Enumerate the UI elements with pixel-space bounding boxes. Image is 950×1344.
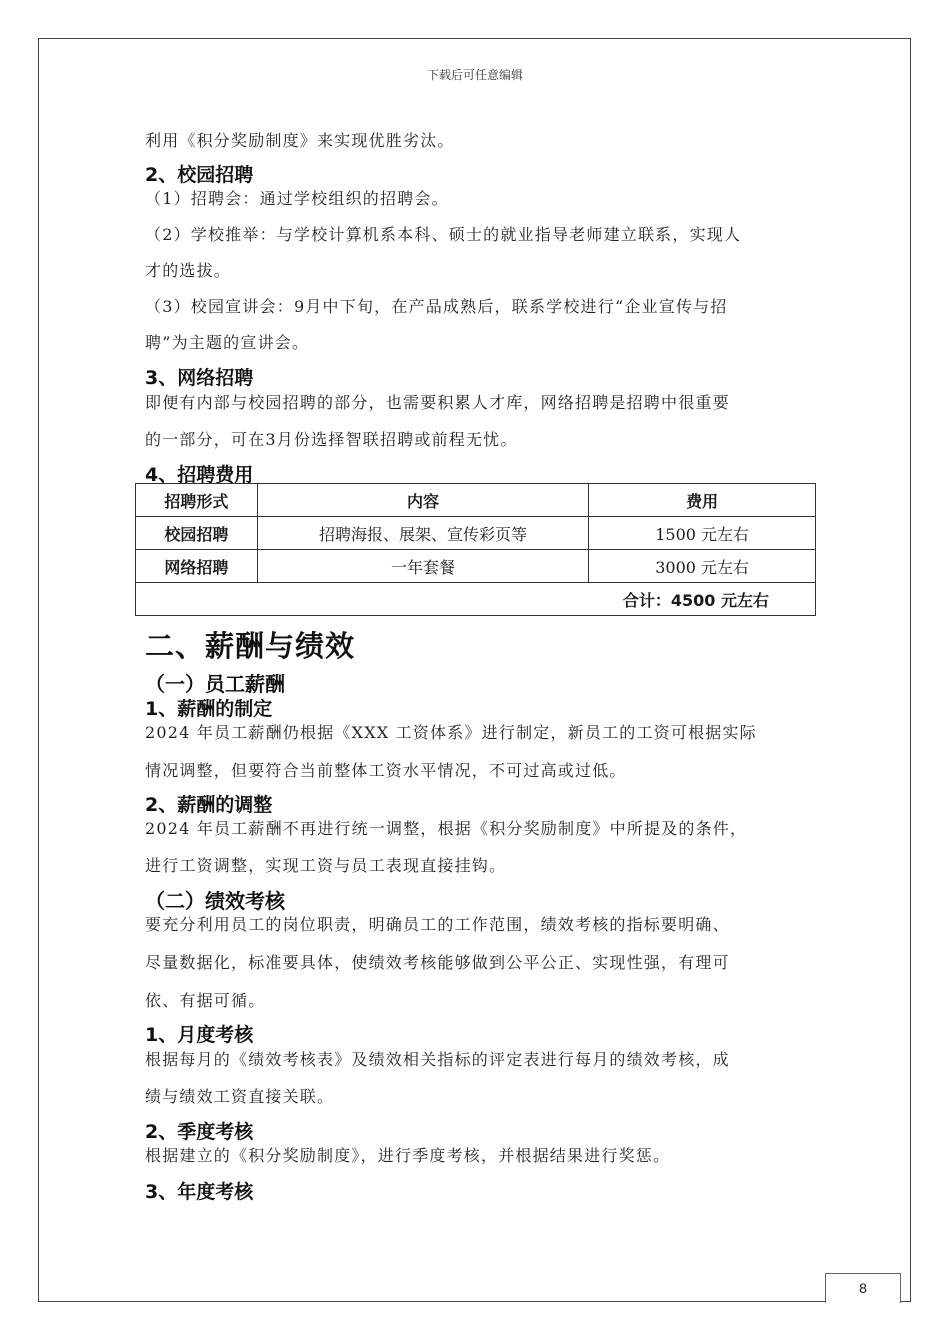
table-row	[136, 550, 816, 583]
table-cell-cost: 1500 元左右	[589, 517, 816, 550]
campus-recruit-heading: 2、校园招聘	[145, 164, 254, 186]
table-row	[136, 517, 816, 550]
perf-line2: 尽量数据化，标准要具体，使绩效考核能够做到公平公正、实现性强，有理可	[145, 953, 730, 972]
perf-line1: 要充分利用员工的岗位职责，明确员工的工作范围，绩效考核的指标要明确、	[145, 915, 730, 934]
yearly-review-heading: 3、年度考核	[145, 1181, 254, 1203]
perf-subsection-title: （二）绩效考核	[145, 889, 285, 913]
campus-item-2-line2: 才的选拔。	[145, 261, 232, 280]
campus-item-3-line2: 聘”为主题的宣讲会。	[145, 333, 310, 352]
page-header: 下载后可任意编辑	[426, 68, 523, 82]
salary-adjust-heading: 2、薪酬的调整	[145, 794, 273, 816]
table-total-cell: 合计：4500 元左右	[136, 583, 816, 616]
campus-item-2-line1: （2）学校推举：与学校计算机系本科、硕士的就业指导老师建立联系，实现人	[145, 225, 742, 244]
monthly-review-line1: 根据每月的《绩效考核表》及绩效相关指标的评定表进行每月的绩效考核，成	[145, 1050, 730, 1069]
salary-subsection-title: （一）员工薪酬	[145, 672, 285, 696]
recruit-cost-table	[135, 483, 816, 616]
salary-make-line2: 情况调整，但要符合当前整体工资水平情况，不可过高或过低。	[145, 761, 627, 780]
monthly-review-line2: 绩与绩效工资直接关联。	[145, 1087, 335, 1106]
campus-item-3-line1: （3）校园宣讲会：9月中下旬，在产品成熟后，联系学校进行“企业宣传与招	[145, 297, 728, 316]
table-cell-content: 一年套餐	[257, 550, 588, 583]
table-header-cell: 费用	[589, 484, 816, 517]
online-recruit-line2: 的一部分，可在3月份选择智联招聘或前程无忧。	[145, 430, 518, 449]
salary-section-title: 二、薪酬与绩效	[145, 629, 356, 663]
perf-line3: 依、有据可循。	[145, 991, 266, 1010]
recruit-intro-tail: 利用《积分奖励制度》来实现优胜劣汰。	[145, 131, 455, 150]
table-cell-content: 招聘海报、展架、宣传彩页等	[257, 517, 588, 550]
salary-make-heading: 1、薪酬的制定	[145, 698, 273, 720]
online-recruit-line1: 即便有内部与校园招聘的部分，也需要积累人才库，网络招聘是招聘中很重要	[145, 393, 730, 412]
salary-adjust-line1: 2024 年员工薪酬不再进行统一调整，根据《积分奖励制度》中所提及的条件，	[145, 819, 748, 838]
monthly-review-heading: 1、月度考核	[145, 1024, 254, 1046]
quarterly-review-heading: 2、季度考核	[145, 1121, 254, 1143]
salary-adjust-line2: 进行工资调整，实现工资与员工表现直接挂钩。	[145, 856, 507, 875]
page-number: 8	[825, 1273, 901, 1303]
table-header-row	[136, 484, 816, 517]
salary-make-line1: 2024 年员工薪酬仍根据《XXX 工资体系》进行制定，新员工的工资可根据实际	[145, 723, 757, 742]
table-cell-type: 校园招聘	[136, 517, 258, 550]
table-total-row	[136, 583, 816, 616]
table-header-cell: 内容	[257, 484, 588, 517]
campus-item-1: （1）招聘会：通过学校组织的招聘会。	[145, 189, 449, 208]
online-recruit-heading: 3、网络招聘	[145, 367, 254, 389]
recruit-cost-heading: 4、招聘费用	[145, 464, 254, 486]
quarterly-review-line1: 根据建立的《积分奖励制度》，进行季度考核，并根据结果进行奖惩。	[145, 1146, 671, 1165]
table-header-cell: 招聘形式	[136, 484, 258, 517]
table-cell-cost: 3000 元左右	[589, 550, 816, 583]
table-cell-type: 网络招聘	[136, 550, 258, 583]
